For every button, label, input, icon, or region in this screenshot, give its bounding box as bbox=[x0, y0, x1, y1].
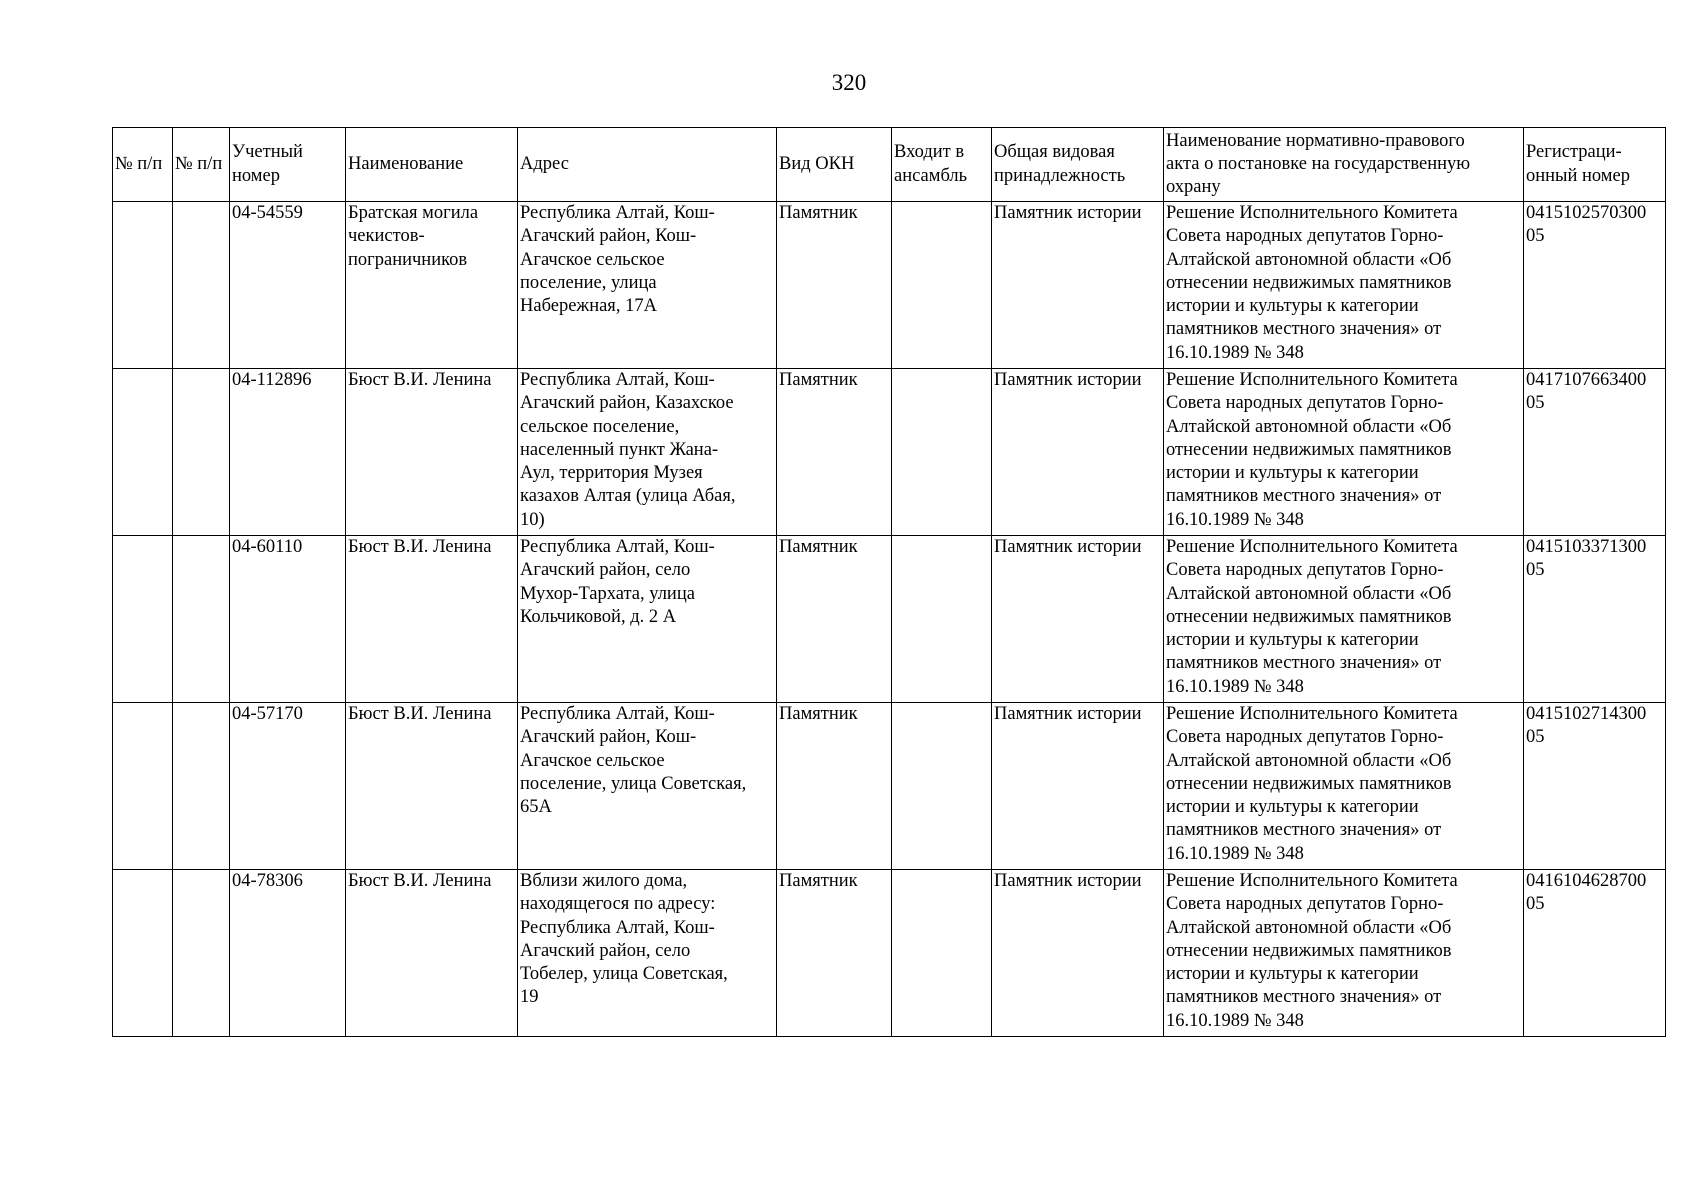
cell-name: Бюст В.И. Ленина bbox=[346, 870, 518, 1037]
cell-legal-act: Решение Исполнительного Комитета Совета народных депутатов Горно- Алтайской автономной области «Об отнесении недвижимых памятников истории и культуры к категории памятников местного значения» от 16.10.1989 № 348 bbox=[1164, 536, 1524, 703]
cell-name: Бюст В.И. Ленина bbox=[346, 703, 518, 870]
cell-ensemble bbox=[892, 703, 992, 870]
cell-okn-kind: Памятник bbox=[777, 870, 892, 1037]
cell-okn-kind: Памятник bbox=[777, 369, 892, 536]
cell-category: Памятник истории bbox=[992, 202, 1164, 369]
cell-category: Памятник истории bbox=[992, 870, 1164, 1037]
cell-ensemble bbox=[892, 536, 992, 703]
table-row bbox=[113, 703, 1666, 870]
cell-ensemble bbox=[892, 202, 992, 369]
cell-registration-number: 0417107663400 05 bbox=[1524, 369, 1666, 536]
cell-category: Памятник истории bbox=[992, 369, 1164, 536]
cell-account-number: 04-78306 bbox=[230, 870, 346, 1037]
cell-num-2 bbox=[173, 369, 230, 536]
cell-registration-number: 0415102570300 05 bbox=[1524, 202, 1666, 369]
header-registration-number: Регистраци- онный номер bbox=[1524, 128, 1666, 202]
table-row bbox=[113, 202, 1666, 369]
header-name: Наименование bbox=[346, 128, 518, 202]
cell-legal-act: Решение Исполнительного Комитета Совета народных депутатов Горно- Алтайской автономной области «Об отнесении недвижимых памятников истории и культуры к категории памятников местного значения» от 16.10.1989 № 348 bbox=[1164, 703, 1524, 870]
cell-account-number: 04-60110 bbox=[230, 536, 346, 703]
header-legal-act: Наименование нормативно-правового акта о постановке на государственную охрану bbox=[1164, 128, 1524, 202]
header-num-1: № п/п bbox=[113, 128, 173, 202]
cell-account-number: 04-112896 bbox=[230, 369, 346, 536]
header-address: Адрес bbox=[518, 128, 777, 202]
cell-ensemble bbox=[892, 870, 992, 1037]
cell-category: Памятник истории bbox=[992, 536, 1164, 703]
page-number: 320 bbox=[831, 70, 867, 95]
cell-name: Бюст В.И. Ленина bbox=[346, 369, 518, 536]
cell-num-2 bbox=[173, 870, 230, 1037]
cell-legal-act: Решение Исполнительного Комитета Совета народных депутатов Горно- Алтайской автономной области «Об отнесении недвижимых памятников истории и культуры к категории памятников местного значения» от 16.10.1989 № 348 bbox=[1164, 202, 1524, 369]
cell-category: Памятник истории bbox=[992, 703, 1164, 870]
cell-num-1 bbox=[113, 703, 173, 870]
cell-legal-act: Решение Исполнительного Комитета Совета народных депутатов Горно- Алтайской автономной области «Об отнесении недвижимых памятников истории и культуры к категории памятников местного значения» от 16.10.1989 № 348 bbox=[1164, 369, 1524, 536]
header-okn-kind: Вид ОКН bbox=[777, 128, 892, 202]
cell-address: Вблизи жилого дома, находящегося по адресу: Республика Алтай, Кош- Агачский район, село Тобелер, улица Советская, 19 bbox=[518, 870, 777, 1037]
cell-okn-kind: Памятник bbox=[777, 703, 892, 870]
cell-address: Республика Алтай, Кош- Агачский район, Казахское сельское поселение, населенный пункт Жана- Аул, территория Музея казахов Алтая (улица Абая, 10) bbox=[518, 369, 777, 536]
cell-okn-kind: Памятник bbox=[777, 202, 892, 369]
cell-account-number: 04-57170 bbox=[230, 703, 346, 870]
cell-num-2 bbox=[173, 202, 230, 369]
header-num-2: № п/п bbox=[173, 128, 230, 202]
cell-name: Бюст В.И. Ленина bbox=[346, 536, 518, 703]
cell-num-1 bbox=[113, 870, 173, 1037]
header-ensemble: Входит в ансамбль bbox=[892, 128, 992, 202]
cell-address: Республика Алтай, Кош- Агачский район, Кош- Агачское сельское поселение, улица Советская, 65А bbox=[518, 703, 777, 870]
cell-legal-act: Решение Исполнительного Комитета Совета народных депутатов Горно- Алтайской автономной области «Об отнесении недвижимых памятников истории и культуры к категории памятников местного значения» от 16.10.1989 № 348 bbox=[1164, 870, 1524, 1037]
header-account-number: Учетный номер bbox=[230, 128, 346, 202]
cell-num-2 bbox=[173, 703, 230, 870]
cell-address: Республика Алтай, Кош- Агачский район, село Мухор-Тархата, улица Кольчиковой, д. 2 А bbox=[518, 536, 777, 703]
cell-num-1 bbox=[113, 536, 173, 703]
heritage-registry-table bbox=[112, 127, 1666, 1037]
cell-name: Братская могила чекистов- пограничников bbox=[346, 202, 518, 369]
cell-num-1 bbox=[113, 369, 173, 536]
table-row bbox=[113, 536, 1666, 703]
cell-address: Республика Алтай, Кош- Агачский район, Кош- Агачское сельское поселение, улица Набережная, 17А bbox=[518, 202, 777, 369]
cell-okn-kind: Памятник bbox=[777, 536, 892, 703]
header-category: Общая видовая принадлежность bbox=[992, 128, 1164, 202]
cell-num-1 bbox=[113, 202, 173, 369]
cell-account-number: 04-54559 bbox=[230, 202, 346, 369]
cell-num-2 bbox=[173, 536, 230, 703]
cell-ensemble bbox=[892, 369, 992, 536]
table-header-row bbox=[113, 128, 1666, 202]
cell-registration-number: 0415103371300 05 bbox=[1524, 536, 1666, 703]
cell-registration-number: 0415102714300 05 bbox=[1524, 703, 1666, 870]
table-row bbox=[113, 369, 1666, 536]
table-row bbox=[113, 870, 1666, 1037]
cell-registration-number: 0416104628700 05 bbox=[1524, 870, 1666, 1037]
